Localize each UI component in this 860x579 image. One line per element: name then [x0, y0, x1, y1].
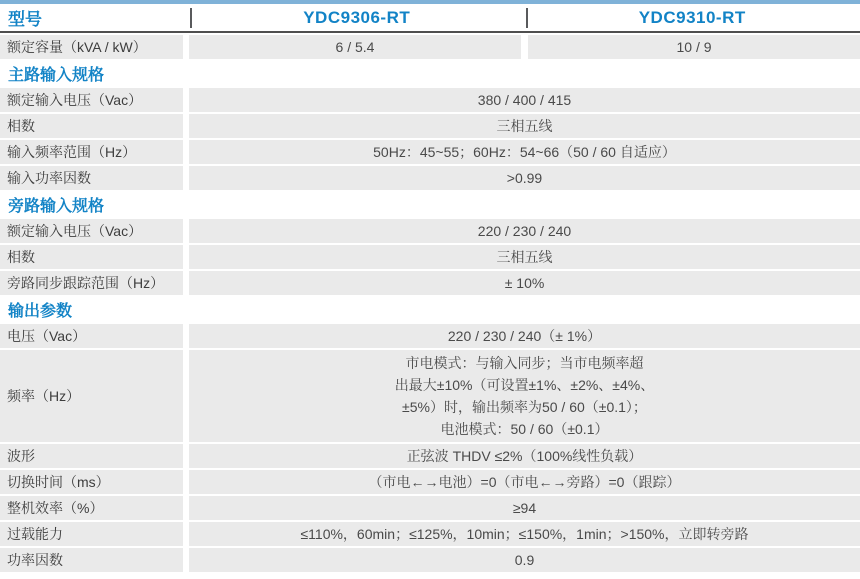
- section-title: 旁路输入规格: [0, 192, 860, 217]
- spec-value-area: [189, 245, 860, 269]
- spec-value: >0.99: [189, 166, 860, 190]
- spec-value-area: [189, 350, 860, 442]
- spec-value: （市电←→电池）=0（市电←→旁路）=0（跟踪）: [189, 470, 860, 494]
- spec-label: 额定输入电压（Vac）: [0, 88, 183, 112]
- spec-value-area: [189, 140, 860, 164]
- spec-table-body: [0, 35, 860, 572]
- spec-value-area: [189, 522, 860, 546]
- spec-value: 三相五线: [189, 245, 860, 269]
- model-name-1: YDC9306-RT: [189, 8, 525, 28]
- spec-row: [0, 166, 860, 190]
- spec-value-area: [189, 271, 860, 295]
- table-header-row: [0, 4, 860, 33]
- spec-label: 整机效率（%）: [0, 496, 183, 520]
- spec-row: [0, 350, 860, 442]
- spec-row: [0, 35, 860, 59]
- spec-value: 6 / 5.4: [189, 35, 521, 59]
- spec-label: 功率因数: [0, 548, 183, 572]
- spec-label: 频率（Hz）: [0, 350, 183, 442]
- spec-value-line: 市电模式：与输入同步；当市电频率超: [405, 355, 644, 371]
- spec-value: 220 / 230 / 240: [189, 219, 860, 243]
- spec-value: 50Hz：45~55；60Hz：54~66（50 / 60 自适应）: [189, 140, 860, 164]
- spec-value-area: [189, 324, 860, 348]
- model-column-label: 型号: [8, 10, 42, 29]
- spec-label: 相数: [0, 114, 183, 138]
- spec-value-area: [189, 35, 860, 59]
- spec-value-area: [189, 470, 860, 494]
- section-title: 输出参数: [0, 297, 860, 322]
- spec-value-area: [189, 496, 860, 520]
- spec-label: 切换时间（ms）: [0, 470, 183, 494]
- spec-row: [0, 140, 860, 164]
- spec-value: [189, 350, 860, 442]
- spec-value: 220 / 230 / 240（± 1%）: [189, 324, 860, 348]
- spec-label: 相数: [0, 245, 183, 269]
- spec-value-line: ±5%）时，输出频率为50 / 60（±0.1）；: [402, 399, 647, 415]
- spec-row: [0, 444, 860, 468]
- spec-value: ≥94: [189, 496, 860, 520]
- spec-row: [0, 271, 860, 295]
- spec-row: [0, 548, 860, 572]
- spec-row: [0, 88, 860, 112]
- spec-value: 正弦波 THDV ≤2%（100%线性负载）: [189, 444, 860, 468]
- spec-value-area: [189, 166, 860, 190]
- spec-label: 电压（Vac）: [0, 324, 183, 348]
- spec-row: [0, 470, 860, 494]
- spec-label: 输入功率因数: [0, 166, 183, 190]
- spec-value: 380 / 400 / 415: [189, 88, 860, 112]
- spec-value-area: [189, 548, 860, 572]
- spec-value: 0.9: [189, 548, 860, 572]
- spec-value-line: 出最大±10%（可设置±1%、±2%、±4%、: [394, 377, 655, 393]
- model-name-2: YDC9310-RT: [525, 8, 860, 28]
- spec-value: ≤110%，60min；≤125%，10min；≤150%，1min；>150%，立即转旁路: [189, 522, 860, 546]
- spec-label: 旁路同步跟踪范围（Hz）: [0, 271, 183, 295]
- spec-row: [0, 496, 860, 520]
- spec-row: [0, 324, 860, 348]
- spec-row: [0, 522, 860, 546]
- spec-row: [0, 114, 860, 138]
- spec-label: 过载能力: [0, 522, 183, 546]
- spec-row: [0, 219, 860, 243]
- spec-label: 输入频率范围（Hz）: [0, 140, 183, 164]
- spec-value-area: [189, 444, 860, 468]
- spec-label: 波形: [0, 444, 183, 468]
- spec-value: 10 / 9: [528, 35, 860, 59]
- spec-value-area: [189, 219, 860, 243]
- spec-value-area: [189, 88, 860, 112]
- spec-label: 额定容量（kVA / kW）: [0, 35, 183, 59]
- section-title: 主路输入规格: [0, 61, 860, 86]
- spec-value-line: 电池模式：50 / 60（±0.1）: [440, 421, 609, 437]
- spec-label: 额定输入电压（Vac）: [0, 219, 183, 243]
- spec-value: ± 10%: [189, 271, 860, 295]
- spec-value: 三相五线: [189, 114, 860, 138]
- spec-value-area: [189, 114, 860, 138]
- spec-row: [0, 245, 860, 269]
